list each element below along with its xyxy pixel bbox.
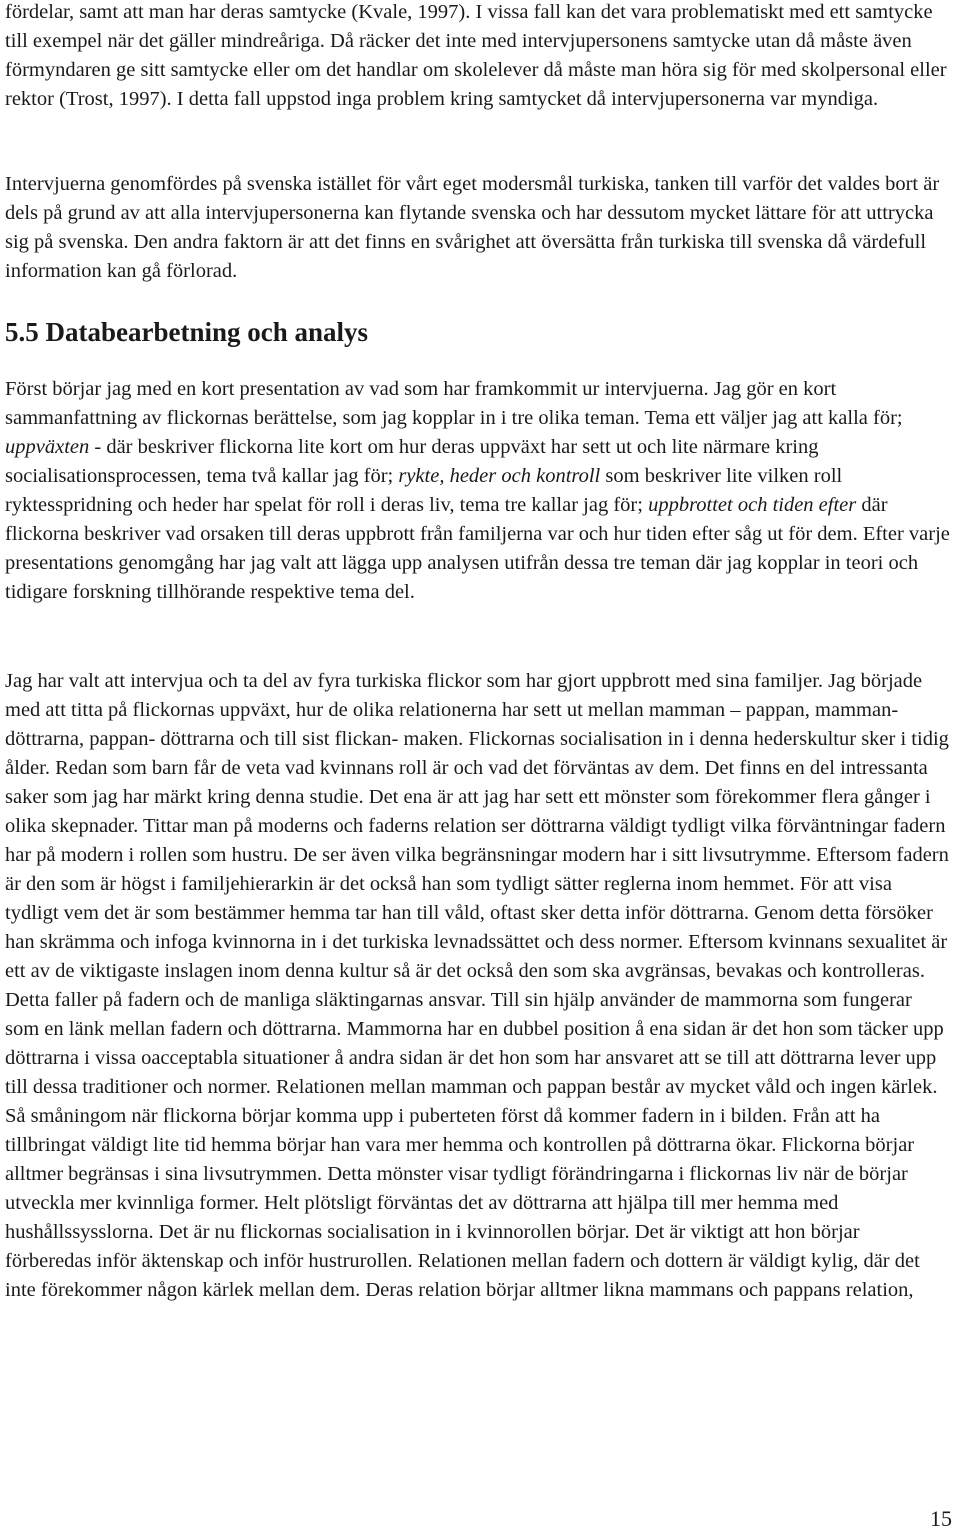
section-heading: 5.5 Databearbetning och analys [5, 317, 369, 347]
analysis-text-4: där flickorna beskriver vad orsaken till deras uppbrott från familjerna var och hur tiden efter såg ut för dem. Efter varje presentations genomgång har jag valt att lägga upp analysen utifrån dessa tre teman där jag kopplar in teori och tidigare forskning tillhörande respektive tema del. [5, 494, 950, 603]
paragraph-consent: fördelar, samt att man har deras samtycke (Kvale, 1997). I vissa fall kan det vara problematiskt med ett samtycke till exempel när det gäller mindreåriga. Då räcker det inte med intervjupersonens samtycke utan då måste även förmyndaren ge sitt samtycke eller om det handlar om skolelever då måste man höra sig för med skolpersonal eller rektor (Trost, 1997). I detta fall uppstod inga problem kring samtycket då intervjupersonerna var myndiga. [5, 1, 947, 110]
paragraph-analysis [5, 375, 950, 607]
analysis-text-1: Först börjar jag med en kort presentation av vad som har framkommit ur intervjuerna. Jag gör en kort sammanfattning av flickornas berättelse, som jag kopplar in i tre olika teman. Tema ett väljer jag att kalla för; [5, 378, 903, 429]
analysis-text-3: som beskriver lite vilken roll ryktesspridning och heder har spelat för roll i deras liv, tema tre kallar jag för; [5, 465, 843, 516]
page-number: 15 [930, 1506, 952, 1531]
theme-two-term: rykte, heder och kontroll [398, 465, 601, 487]
theme-one-term: uppväxten [5, 436, 90, 458]
analysis-text-2: - där beskriver flickorna lite kort om hur deras uppväxt har sett ut och lite närmare kring socialisationsprocessen, tema två kallar jag för; [5, 436, 819, 487]
paragraph-language: Intervjuerna genomfördes på svenska istället för vårt eget modersmål turkiska, tanken till varför det valdes bort är dels på grund av att alla intervjupersonerna kan flytande svenska och har dessutom mycket lättare för att uttrycka sig på svenska. Den andra faktorn är att det finns en svårighet att översätta från turkiska till svenska då värdefull information kan gå förlorad. [5, 173, 940, 282]
theme-three-term: uppbrottet och tiden efter [648, 494, 857, 516]
paragraph-interviews: Jag har valt att intervjua och ta del av fyra turkiska flickor som har gjort uppbrott med sina familjer. Jag började med att titta på flickornas uppväxt, hur de olika relationerna har sett ut mellan mamman – pappan, mamman- döttrarna, pappan- döttrarna och till sist flickan- maken. Flickornas socialisation in i denna hederskultur sker i tidig ålder. Redan som barn får de veta vad kvinnans roll är och vad det förväntas av dem. Det finns en del intressanta saker som jag har märkt kring denna studie. Det ena är att jag har sett ett mönster som förekommer flera gånger i olika skepnader. Tittar man på moderns och faderns relation ser döttrarna väldigt tydligt vilka förväntningar fadern har på modern i rollen som hustru. De ser även vilka begränsningar modern har i sitt livsutrymme. Eftersom fadern är den som är högst i familjehierarkin är det också han som tydligt sätter reglerna inom hemmet. För att visa tydligt vem det är som bestämmer hemma tar han till våld, oftast sker detta inför döttrarna. Genom detta försöker han skrämma och infoga kvinnorna in i det turkiska levnadssättet och dess normer. Eftersom kvinnans sexualitet är ett av de viktigaste inslagen inom denna kultur så är det också den som ska avgränsas, bevakas och kontrolleras. Detta faller på fadern och de manliga släktingarnas ansvar. Till sin hjälp använder de mammorna som fungerar som en länk mellan fadern och döttrarna. Mammorna har en dubbel position å ena sidan är det hon som täcker upp döttrarna i vissa oacceptabla situationer å andra sidan är det hon som har ansvaret att se till att döttrarna lever upp till dessa traditioner och normer. Relationen mellan mamman och pappan består av mycket våld och ingen kärlek. Så småningom när flickorna börjar komma upp i puberteten först då kommer fadern in i bilden. Från att ha tillbringat väldigt lite tid hemma börjar han vara mer hemma och kontrollen på döttrarna ökar. Flickorna börjar alltmer begränsas i sina livsutrymmen. Detta mönster visar tydligt förändringarna i flickornas liv när de börjar utveckla mer kvinnliga former. Helt plötsligt förväntas det av döttrarna att hjälpa till mer hemma med hushållssysslorna. Det är nu flickornas socialisation in i kvinnorollen börjar. Det är viktigt att hon börjar förberedas inför äktenskap och inför hustrurollen. Relationen mellan fadern och dottern är väldigt kylig, där det inte förekommer någon kärlek mellan dem. Deras relation börjar alltmer likna mammans och pappans relation, [5, 670, 949, 1301]
